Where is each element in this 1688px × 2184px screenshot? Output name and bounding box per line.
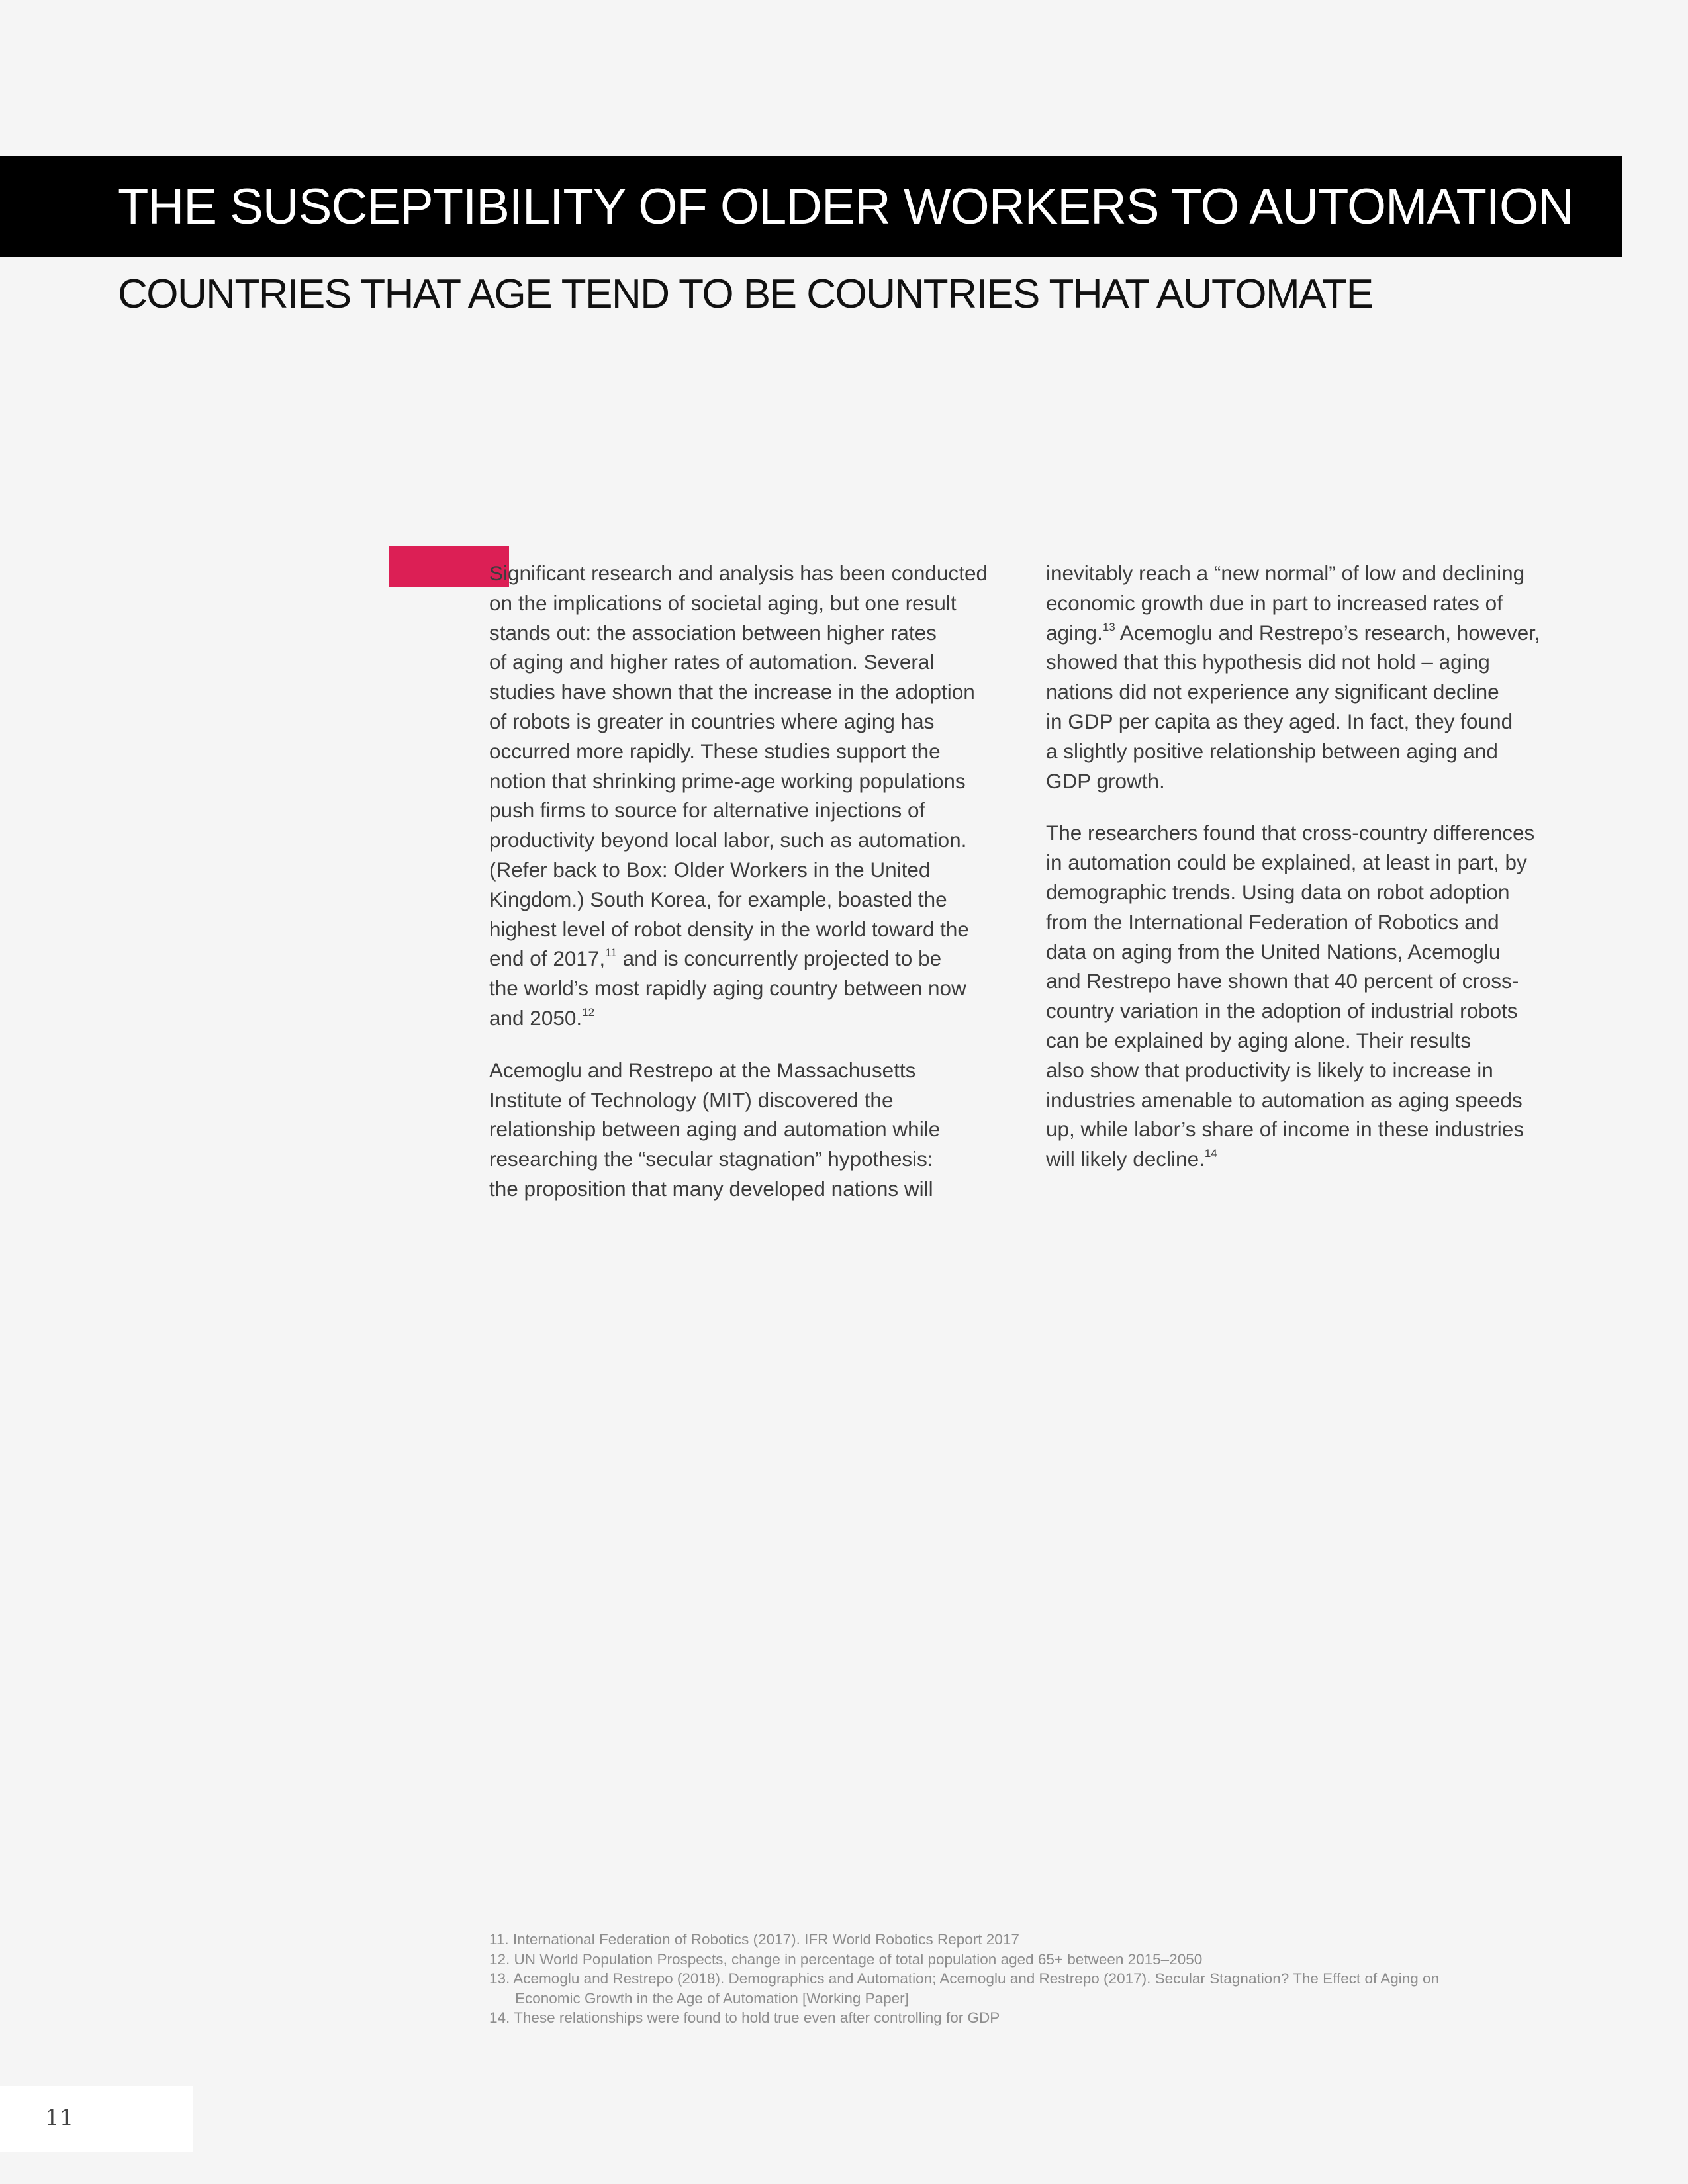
text-line: inevitably reach a “new normal” of low and declining	[1046, 561, 1525, 585]
paragraph-3	[1046, 559, 1575, 796]
text-line: Significant research and analysis has been conducted	[489, 561, 988, 585]
footnote-ref-13[interactable]: 13	[1102, 620, 1115, 633]
text-line: studies have shown that the increase in the adoption	[489, 680, 975, 704]
text-segment: and is concurrently projected to be	[616, 946, 942, 971]
text-line: country variation in the adoption of industrial robots	[1046, 999, 1518, 1023]
text-line: demographic trends. Using data on robot adoption	[1046, 880, 1510, 904]
text-line: the world’s most rapidly aging country between now	[489, 976, 966, 1001]
text-segment: will likely decline.	[1046, 1147, 1205, 1171]
footnote-12: 12. UN World Population Prospects, change in percentage of total population aged 65+ between 2015–2050	[489, 1950, 1203, 1968]
text-line: a slightly positive relationship between aging and	[1046, 739, 1498, 763]
text-line	[1046, 1144, 1575, 1174]
body-column-left	[489, 559, 1012, 1226]
paragraph-2	[489, 1056, 1012, 1204]
text-line: Kingdom.) South Korea, for example, boasted the	[489, 887, 947, 911]
footnote-ref-14[interactable]: 14	[1204, 1147, 1217, 1160]
text-segment: end of 2017,	[489, 946, 606, 971]
text-line	[1046, 618, 1575, 648]
text-line: from the International Federation of Robotics and	[1046, 909, 1499, 934]
text-line: The researchers found that cross-country differences	[1046, 821, 1535, 845]
text-line: the proposition that many developed nations will	[489, 1176, 933, 1201]
page-number-box	[0, 2086, 193, 2152]
text-line: push firms to source for alternative injections of	[489, 798, 925, 823]
page-subtitle: COUNTRIES THAT AGE TEND TO BE COUNTRIES THAT AUTOMATE	[118, 271, 1373, 317]
text-line: (Refer back to Box: Older Workers in the United	[489, 857, 931, 882]
footnote-ref-12[interactable]: 12	[582, 1005, 595, 1019]
footnote-11: 11. International Federation of Robotics (2017). IFR World Robotics Report 2017	[489, 1931, 1019, 1948]
text-line: relationship between aging and automation while	[489, 1117, 941, 1142]
text-line: occurred more rapidly. These studies support the	[489, 739, 941, 763]
text-line: and Restrepo have shown that 40 percent of cross-	[1046, 969, 1519, 993]
page-title: THE SUSCEPTIBILITY OF OLDER WORKERS TO AUTOMATION	[118, 179, 1574, 235]
text-segment: and 2050.	[489, 1005, 583, 1030]
text-line: Acemoglu and Restrepo at the Massachusetts	[489, 1058, 916, 1082]
footnote-13: 13. Acemoglu and Restrepo (2018). Demographics and Automation; Acemoglu and Restrepo (2017). Secular Stagnation? The Effect of Aging on	[489, 1970, 1440, 1987]
text-line: up, while labor’s share of income in these industries	[1046, 1117, 1524, 1142]
paragraph-4	[1046, 818, 1575, 1174]
text-segment: aging.	[1046, 620, 1103, 645]
text-line: on the implications of societal aging, but one result	[489, 590, 957, 615]
footnote-14: 14. These relationships were found to hold true even after controlling for GDP	[489, 2009, 1000, 2026]
text-line: Institute of Technology (MIT) discovered the	[489, 1087, 894, 1112]
text-line: also show that productivity is likely to increase in	[1046, 1058, 1493, 1082]
text-line	[489, 1003, 1012, 1033]
text-line: GDP growth.	[1046, 768, 1165, 793]
text-line: nations did not experience any significant decline	[1046, 680, 1499, 704]
page-number: 11	[45, 2105, 74, 2131]
text-line: of robots is greater in countries where aging has	[489, 709, 935, 733]
text-line: showed that this hypothesis did not hold – aging	[1046, 650, 1490, 674]
paragraph-1	[489, 559, 1012, 1033]
text-line: researching the “secular stagnation” hypothesis:	[489, 1147, 933, 1171]
text-line: stands out: the association between higher rates	[489, 620, 937, 645]
footnote-13-continued: Economic Growth in the Age of Automation [Working Paper]	[515, 1989, 909, 2007]
text-line: can be explained by aging alone. Their results	[1046, 1028, 1472, 1052]
footnotes	[489, 1930, 1575, 2028]
text-line: highest level of robot density in the world toward the	[489, 917, 969, 941]
text-line: data on aging from the United Nations, Acemoglu	[1046, 939, 1501, 964]
text-line: economic growth due in part to increased rates of	[1046, 590, 1503, 615]
text-line: notion that shrinking prime-age working populations	[489, 768, 966, 793]
text-line: in GDP per capita as they aged. In fact, they found	[1046, 709, 1513, 733]
text-line	[489, 944, 1012, 974]
footnote-ref-11[interactable]: 11	[605, 946, 617, 960]
text-line: productivity beyond local labor, such as automation.	[489, 828, 967, 852]
text-line: of aging and higher rates of automation. Several	[489, 650, 935, 674]
body-column-right	[1046, 559, 1575, 1197]
text-segment: Acemoglu and Restrepo’s research, however,	[1115, 620, 1540, 645]
text-line: industries amenable to automation as aging speeds	[1046, 1087, 1523, 1112]
text-line: in automation could be explained, at least in part, by	[1046, 850, 1527, 875]
